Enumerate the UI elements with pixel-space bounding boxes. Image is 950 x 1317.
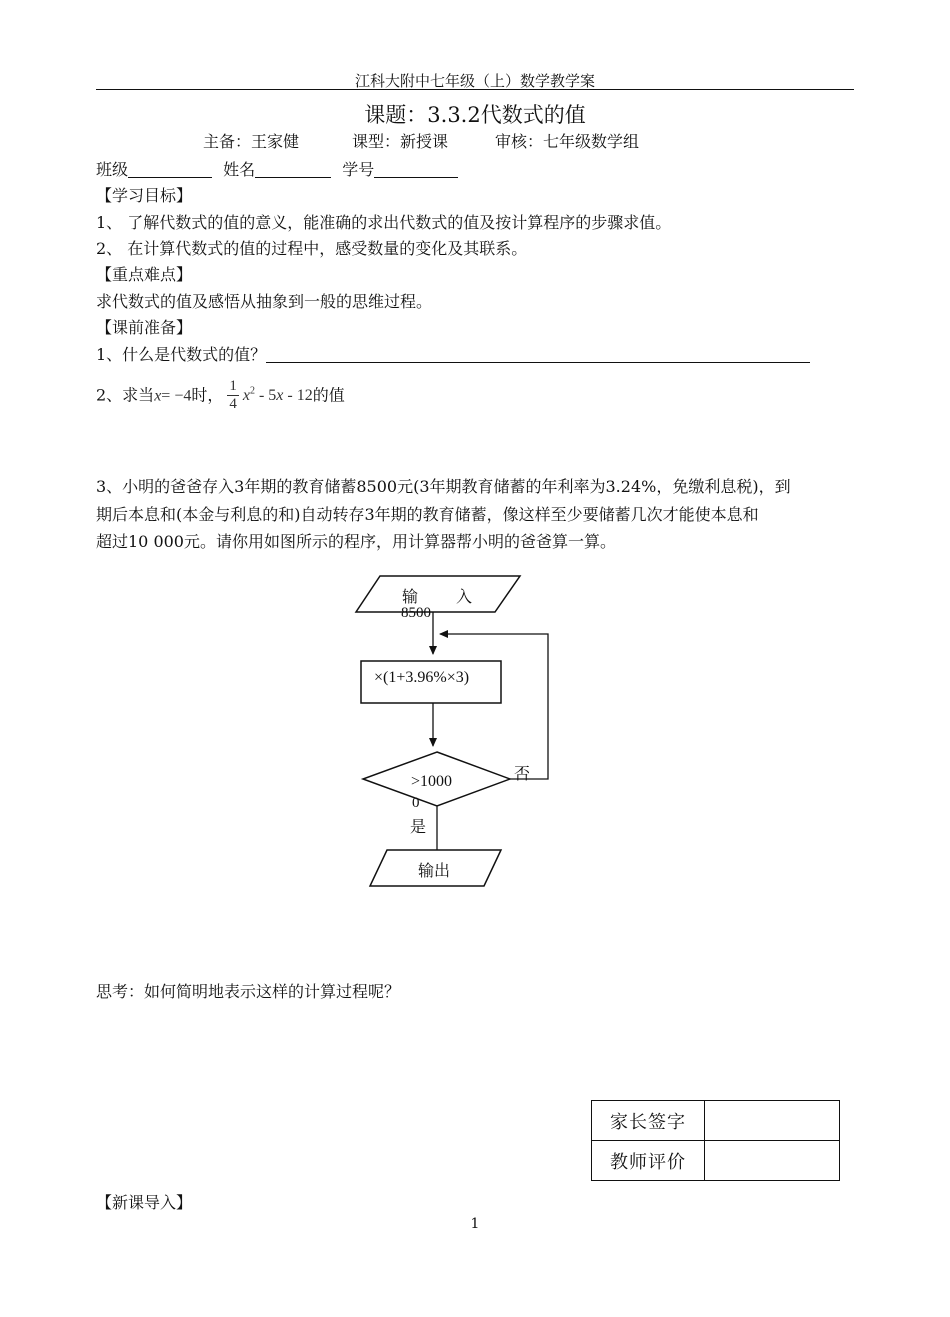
key-points-heading: 【重点难点】 <box>96 265 193 284</box>
expr-constant: - 12 <box>283 387 313 405</box>
lesson-title: 课题：3.3.2代数式的值 <box>364 103 586 127</box>
think-question: 思考：如何简明地表示这样的计算过程呢？ <box>96 982 401 1001</box>
name-label: 姓名 <box>223 160 256 179</box>
cond-variable: x <box>154 387 162 405</box>
expr-rest: - 5 <box>254 387 277 405</box>
parent-signature-label: 家长签字 <box>592 1101 705 1141</box>
cond-value: = −4 <box>161 387 192 405</box>
output-label: 输出 <box>418 861 451 880</box>
prep-q3-line-1: 3、小明的爸爸存入3年期的教育储蓄8500元(3年期教育储蓄的年利率为3.24%，免缴利息税)，到 <box>96 477 791 496</box>
author: 主备：王家健 <box>203 132 300 151</box>
teacher-evaluation-cell[interactable] <box>705 1141 840 1181</box>
prep-q3-line-3: 超过10 000元。请你用如图所示的程序，用计算器帮小明的爸爸算一算。 <box>96 532 616 551</box>
expr-variable: x <box>242 387 250 405</box>
loop-back-arrow <box>440 634 548 779</box>
goal-item-2: 2、 在计算代数式的值的过程中，感受数量的变化及其联系。 <box>96 239 528 258</box>
prep-q2-suffix: 的值 <box>312 385 345 405</box>
page-number: 1 <box>470 1216 480 1232</box>
id-label: 学号 <box>342 160 375 179</box>
key-points-text: 求代数式的值及感悟从抽象到一般的思维过程。 <box>96 292 433 311</box>
input-label-2: 入 <box>456 587 473 606</box>
fraction-numerator: 1 <box>229 378 237 395</box>
prep-q1-text: 1、什么是代数式的值？ <box>96 345 267 364</box>
reviewer: 审核：七年级数学组 <box>495 132 640 151</box>
class-label: 班级 <box>96 160 129 179</box>
prep-q2-prefix: 2、求当 <box>96 385 155 405</box>
parent-signature-cell[interactable] <box>705 1101 840 1141</box>
input-parallelogram <box>356 576 520 612</box>
input-value: 8500 <box>401 605 431 621</box>
signature-table <box>591 1100 840 1181</box>
expr-exponent: 2 <box>249 386 255 397</box>
expr-variable-2: x <box>276 387 284 405</box>
decision-label-line-1: >1000 <box>411 773 453 790</box>
goals-heading: 【学习目标】 <box>96 186 193 205</box>
prep-q3-line-2: 期后本息和(本金与利息的和)自动转存3年期的教育储蓄，像这样至少要储蓄几次才能使本息和 <box>96 505 759 524</box>
prep-q2-when: 时， <box>191 385 224 405</box>
fraction-denominator: 4 <box>229 396 237 413</box>
process-label: ×(1+3.96%×3) <box>374 669 470 686</box>
yes-label: 是 <box>410 817 427 836</box>
goal-item-1: 1、 了解代数式的值的意义，能准确的求出代数式的值及按计算程序的步骤求值。 <box>96 213 672 232</box>
decision-label-line-2: 0 <box>412 795 420 811</box>
preparation-heading: 【课前准备】 <box>96 318 193 337</box>
header-title: 江科大附中七年级（上）数学教学案 <box>354 72 595 90</box>
no-label: 否 <box>514 764 531 783</box>
input-label-1: 输 <box>402 587 419 606</box>
teacher-evaluation-label: 教师评价 <box>592 1141 705 1181</box>
new-lesson-heading: 【新课导入】 <box>96 1193 193 1212</box>
lesson-type: 课型：新授课 <box>352 132 449 151</box>
